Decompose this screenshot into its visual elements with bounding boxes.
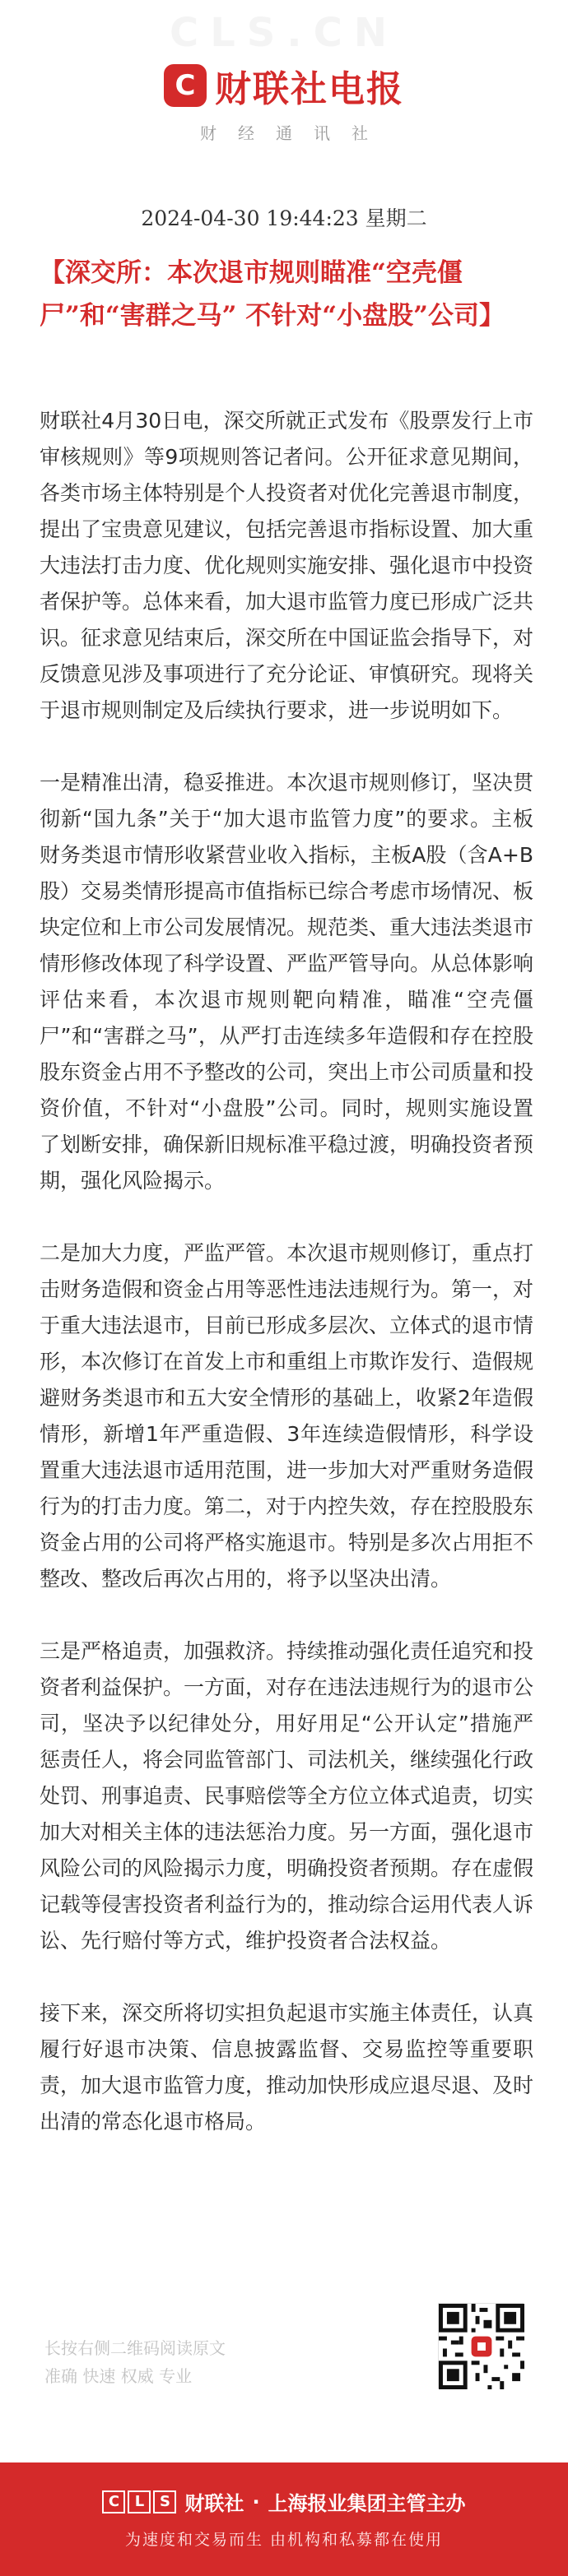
cls-letter: C <box>102 2490 125 2513</box>
footer-banner <box>0 2462 568 2576</box>
article-paragraph: 接下来，深交所将切实担负起退市实施主体责任，认真履行好退市决策、信息披露监督、交易监控等重要职责，加大退市监管力度，推动加快形成应退尽退、及时出清的常态化退市格局。 <box>40 2001 534 2134</box>
article-paragraph: 财联社4月30日电，深交所就正式发布《股票发行上市审核规则》等9项规则答记者问。公开征求意见期间，各类市场主体特别是个人投资者对优化完善退市制度，提出了宝贵意见建议，包括完善退市指标设置、加大重大违法打击力度、优化规则实施安排、强化退市中投资者保护等。总体来看，加大退市监管力度已形成广泛共识。征求意见结束后，深交所在中国证监会指导下，对反馈意见涉及事项进行了充分论证、审慎研究。现将关于退市规则制定及后续执行要求，进一步说明如下。 <box>40 409 534 722</box>
qr-hint <box>44 2334 226 2390</box>
article-body <box>40 403 533 2176</box>
article-headline: 【深交所：本次退市规则瞄准“空壳僵尸”和“害群之马” 不针对“小盘股”公司】 <box>40 258 505 331</box>
brand-name: 财联社电报 <box>215 68 404 110</box>
cls-logo-icon <box>102 2490 176 2513</box>
publish-datetime: 2024-04-30 19:44:23 星期二 <box>141 206 427 230</box>
masthead <box>0 59 568 144</box>
footer-org: 上海报业集团主管主办 <box>268 2492 466 2515</box>
cls-letter: L <box>128 2490 151 2513</box>
qr-code-icon <box>439 2304 524 2389</box>
article-paragraph: 一是精准出清，稳妥推进。本次退市规则修订，坚决贯彻新“国九条”关于“加大退市监管力度”的要求。主板财务类退市情形收紧营业收入指标，主板A股（含A+B股）交易类情形提高市值指标已综合考虑市场情况、板块定位和上市公司发展情况。规范类、重大违法类退市情形修改体现了科学设置、严监严管导向。从总体影响评估来看，本次退市规则靶向精准，瞄准“空壳僵尸”和“害群之马”，从严打击连续多年造假和存在控股股东资金占用不予整改的公司，突出上市公司质量和投资价值，不针对“小盘股”公司。同时，规则实施设置了划断安排，确保新旧规标准平稳过渡，明确投资者预期，强化风险揭示。 <box>40 771 534 1193</box>
footer-slogan: 为速度和交易而生 由机构和私募都在使用 <box>124 2531 444 2549</box>
brand-logo <box>0 59 568 112</box>
article-paragraph: 三是严格追责，加强救济。持续推动强化责任追究和投资者利益保护。一方面，对存在违法违规行为的退市公司，坚决予以纪律处分，用好用足“公开认定”措施严惩责任人，将会同监管部门、司法机关，继续强化行政处罚、刑事追责、民事赔偿等全方位立体式追责，切实加大对相关主体的违法惩治力度。另一方面，强化退市风险公司的风险揭示力度，明确投资者预期。存在虚假记载等侵害投资者利益行为的，推动综合运用代表人诉讼、先行赔付等方式，维护投资者合法权益。 <box>40 1639 534 1953</box>
footer-brand: 财联社 <box>184 2492 244 2515</box>
brand-tagline: 财经通讯社 <box>200 123 389 143</box>
qr-hint-line: 准确 快速 权威 专业 <box>44 2366 193 2386</box>
brand-badge-icon: C <box>164 64 207 107</box>
cls-watermark: CLS.CN <box>169 10 398 56</box>
footer-brand-line <box>0 2487 568 2516</box>
qr-hint-line: 长按右侧二维码阅读原文 <box>44 2338 226 2358</box>
footer-separator: · <box>252 2490 260 2513</box>
article-paragraph: 二是加大力度，严监严管。本次退市规则修订，重点打击财务造假和资金占用等恶性违法违规行为。第一，对于重大违法退市，目前已形成多层次、立体式的退市情形，本次修订在首发上市和重组上市欺诈发行、造假规避财务类退市和五大安全情形的基础上，收紧2年造假情形，新增1年严重造假、3年连续造假情形，科学设置重大违法退市适用范围，进一步加大对严重财务造假行为的打击力度。第二，对于内控失效，存在控股股东资金占用的公司将严格实施退市。特别是多次占用拒不整改、整改后再次占用的，将予以坚决出清。 <box>40 1241 534 1591</box>
cls-letter: S <box>153 2490 176 2513</box>
qr-code[interactable] <box>438 2303 524 2388</box>
